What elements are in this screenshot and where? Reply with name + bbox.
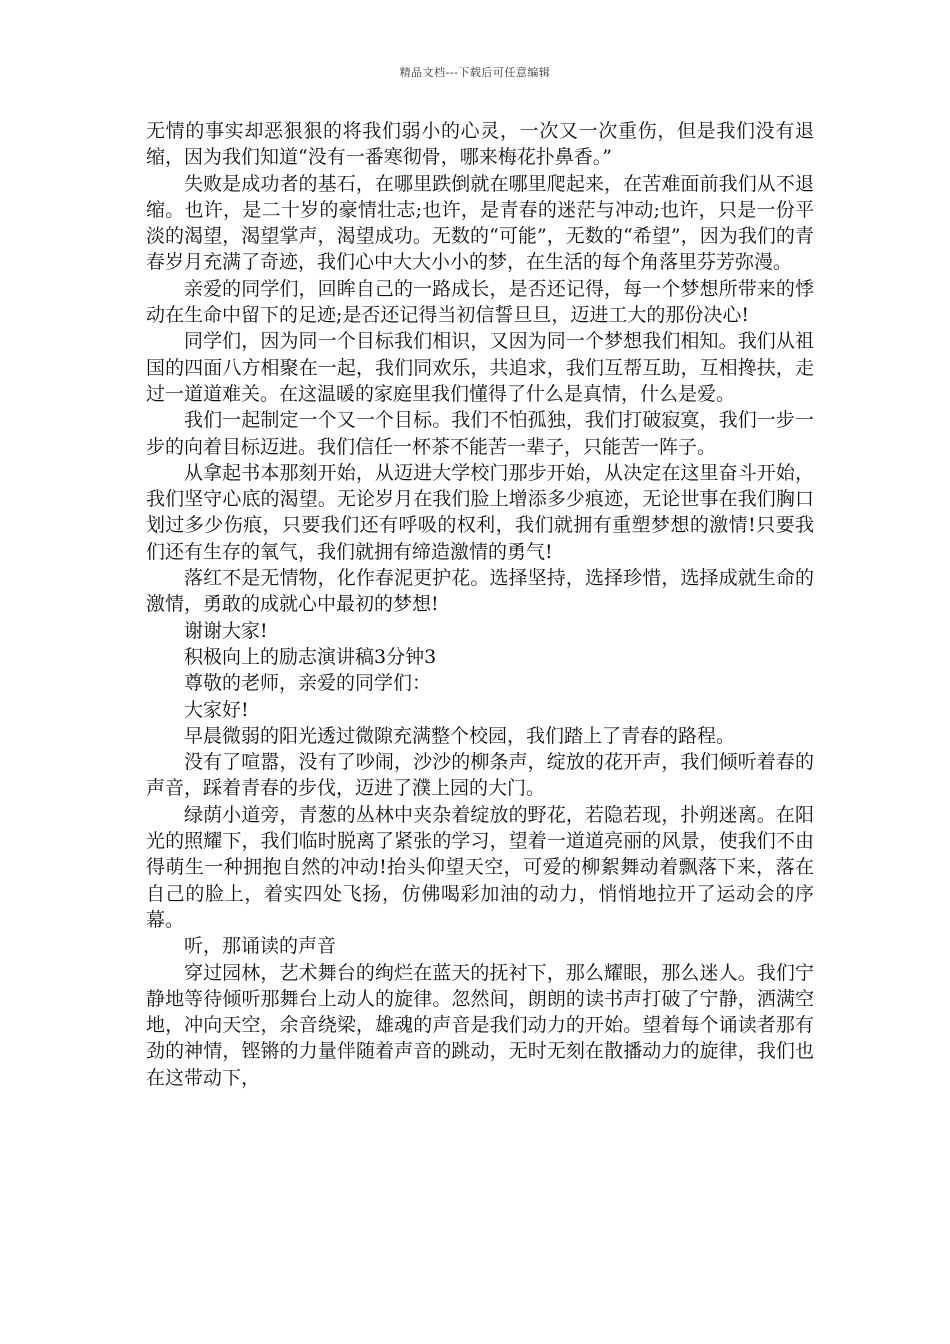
body-paragraph: 穿过园林，艺术舞台的绚烂在蓝天的抚衬下，那么耀眼，那么迷人。我们宁静地等待倾听那舞台上动人的旋律。忽然间，朗朗的读书声打破了宁静，洒满空地，冲向天空，余音绕梁，雄魂的声音是我们动力的开始。望着每个诵读者那有劲的神情，铿锵的力量伴随着声音的跳动，无时无刻在散播动力的旋律，我们也在这带动下， — [146, 961, 814, 1089]
body-paragraph: 谢谢大家! — [184, 619, 268, 642]
body-paragraph: 听，那诵读的声音 — [184, 935, 337, 958]
body-paragraph: 亲爱的同学们，回眸自己的一路成长，是否还记得，每一个梦想所带来的悸动在生命中留下的足迹;是否还记得当初信誓旦旦，迈进工大的那份决心! — [146, 277, 814, 327]
body-paragraph: 绿荫小道旁，青葱的丛林中夹杂着绽放的野花，若隐若现，扑朔迷离。在阳光的照耀下，我们临时脱离了紧张的学习，望着一道道亮丽的风景，使我们不由得萌生一种拥抱自然的冲动!抬头仰望天空，可爱的柳絮舞动着飘落下来，落在自己的脸上，着实四处飞扬，仿佛喝彩加油的动力，悄悄地拉开了运动会的序幕。 — [146, 803, 814, 931]
body-paragraph: 早晨微弱的阳光透过微隙充满整个校园，我们踏上了青春的路程。 — [184, 724, 736, 747]
body-paragraph: 无情的事实却恶狠狠的将我们弱小的心灵，一次又一次重伤，但是我们没有退缩，因为我们知道“没有一番寒彻骨，哪来梅花扑鼻香。” — [146, 120, 814, 169]
body-paragraph: 我们一起制定一个又一个目标。我们不怕孤独，我们打破寂寞，我们一步一步的向着目标迈进。我们信任一杯茶不能苦一辈子，只能苦一阵子。 — [146, 409, 814, 458]
body-paragraph: 没有了喧嚣，没有了吵闹，沙沙的柳条声，绽放的花开声，我们倾听着春的声音，踩着青春的步伐，迈进了濮上园的大门。 — [146, 751, 814, 800]
body-paragraph: 失败是成功者的基石，在哪里跌倒就在哪里爬起来，在苦难面前我们从不退缩。也许，是二十岁的豪情壮志;也许，是青春的迷茫与冲动;也许，只是一份平淡的渴望，渴望掌声，渴望成功。无数的“可能”，无数的“希望”，因为我们的青春岁月充满了奇迹，我们心中大大小小的梦，在生活的每个角落里芬芳弥漫。 — [146, 172, 814, 274]
body-paragraph: 落红不是无情物，化作春泥更护花。选择坚持，选择珍惜，选择成就生命的激情，勇敢的成就心中最初的梦想! — [146, 567, 814, 616]
page-header: 精品文档---下载后可任意编辑 — [399, 66, 551, 79]
body-paragraph: 同学们，因为同一个目标我们相识，又因为同一个梦想我们相知。我们从祖国的四面八方相聚在一起，我们同欢乐，共追求，我们互帮互助，互相搀扶，走过一道道难关。在这温暖的家庭里我们懂得了什么是真情，什么是爱。 — [146, 330, 814, 405]
body-paragraph: 从拿起书本那刻开始，从迈进大学校门那步开始，从决定在这里奋斗开始，我们坚守心底的渴望。无论岁月在我们脸上增添多少痕迹，无论世事在我们胸口划过多少伤痕，只要我们还有呼吸的权利，我们就拥有重塑梦想的激情!只要我们还有生存的氧气，我们就拥有缔造激情的勇气! — [146, 461, 814, 563]
body-paragraph: 大家好! — [184, 698, 249, 721]
body-paragraph: 尊敬的老师，亲爱的同学们： — [184, 672, 432, 695]
body-paragraph: 积极向上的励志演讲稿3分钟3 — [184, 645, 437, 668]
document-body — [146, 118, 814, 1091]
